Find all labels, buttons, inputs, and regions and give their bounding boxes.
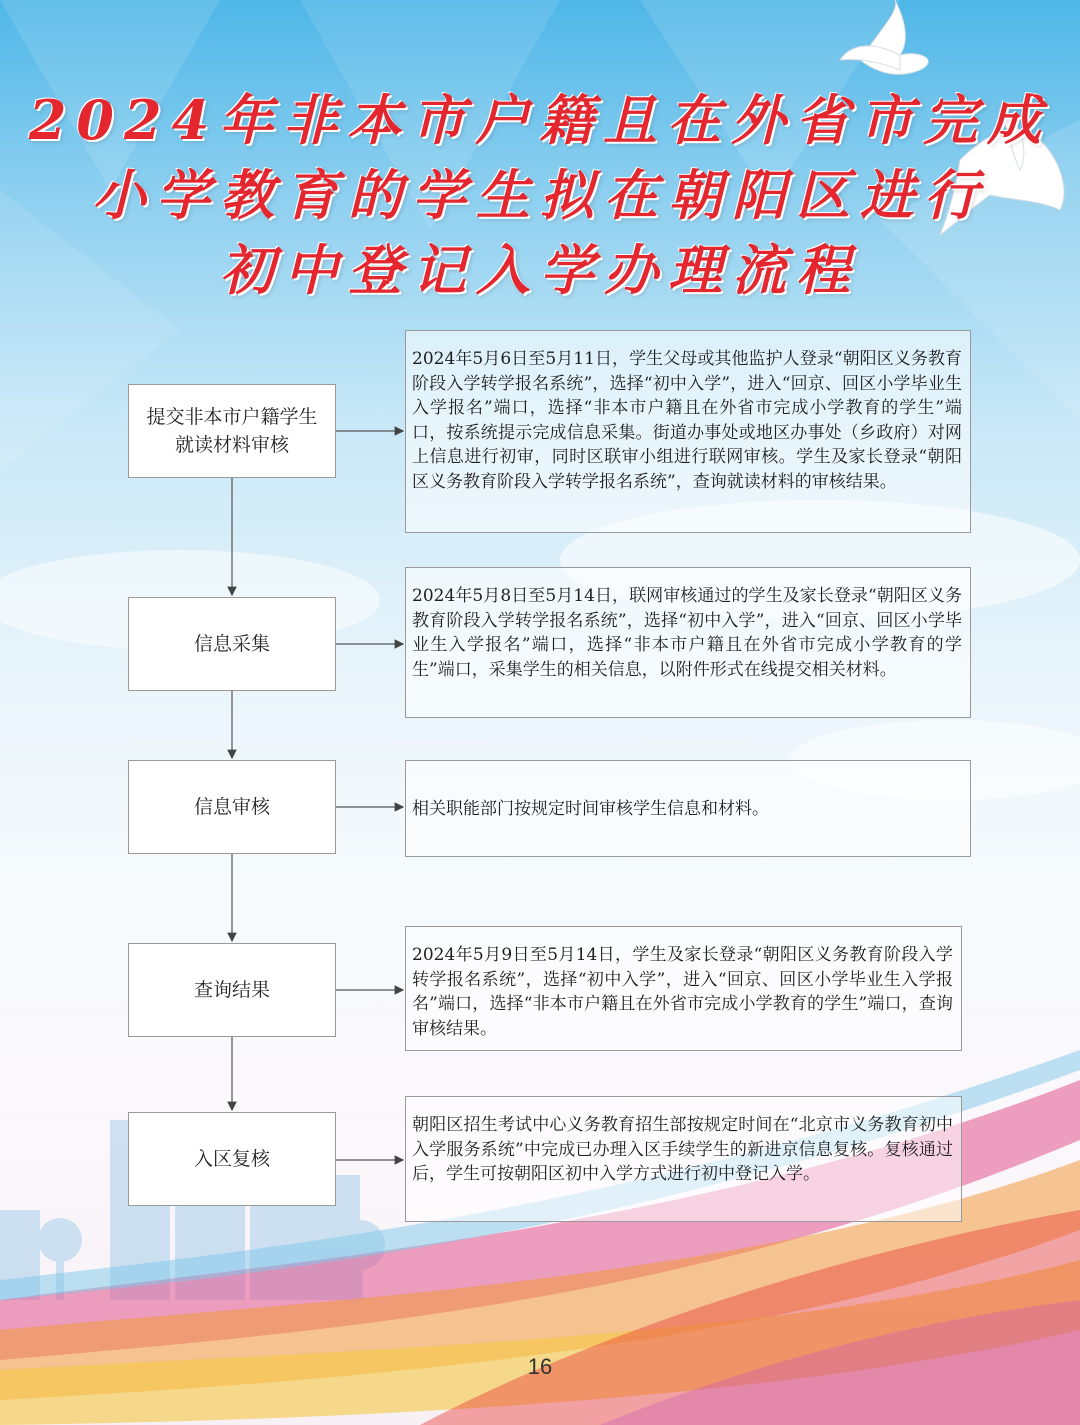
title-line-3: 初中登记入学办理流程 <box>220 238 860 302</box>
step-description-3: 相关职能部门按规定时间审核学生信息和材料。 <box>405 760 971 857</box>
step-description-4: 2024年5月9日至5月14日，学生及家长登录“朝阳区义务教育阶段入学转学报名系统”，选择“初中入学”，进入“回京、回区小学毕业生入学报名”端口，选择“非本市户籍且在外省市完成小学教育的学生”端口，查询审核结果。 <box>405 926 962 1051</box>
step-description-2: 2024年5月8日至5月14日，联网审核通过的学生及家长登录“朝阳区义务教育阶段入学转学报名系统”，选择“初中入学”，进入“回京、回区小学毕业生入学报名”端口，选择“非本市户籍且在外省市完成小学教育的学生”端口，采集学生的相关信息，以附件形式在线提交相关材料。 <box>405 567 971 718</box>
step-box-query-result: 查询结果 <box>128 943 336 1037</box>
step-box-submit-materials: 提交非本市户籍学生就读材料审核 <box>128 384 336 478</box>
step-box-info-collection: 信息采集 <box>128 597 336 691</box>
title-line-1: 2024年非本市户籍且在外省市完成 <box>28 88 1052 152</box>
step-box-info-review: 信息审核 <box>128 760 336 854</box>
page-number: 16 <box>527 1354 553 1379</box>
step-box-district-recheck: 入区复核 <box>128 1112 336 1206</box>
step-description-5: 朝阳区招生考试中心义务教育招生部按规定时间在“北京市义务教育初中入学服务系统”中完成已办理入区手续学生的新进京信息复核。复核通过后，学生可按朝阳区初中入学方式进行初中登记入学。 <box>405 1096 962 1222</box>
step-description-1: 2024年5月6日至5月11日，学生父母或其他监护人登录“朝阳区义务教育阶段入学转学报名系统”，选择“初中入学”，进入“回京、回区小学毕业生入学报名”端口，选择“非本市户籍且在外省市完成小学教育的学生”端口，按系统提示完成信息采集。街道办事处或地区办事处（乡政府）对网上信息进行初审，同时区联审小组进行联网审核。学生及家长登录“朝阳区义务教育阶段入学转学报名系统”，查询就读材料的审核结果。 <box>405 330 971 533</box>
title-line-2: 小学教育的学生拟在朝阳区进行 <box>92 163 988 227</box>
